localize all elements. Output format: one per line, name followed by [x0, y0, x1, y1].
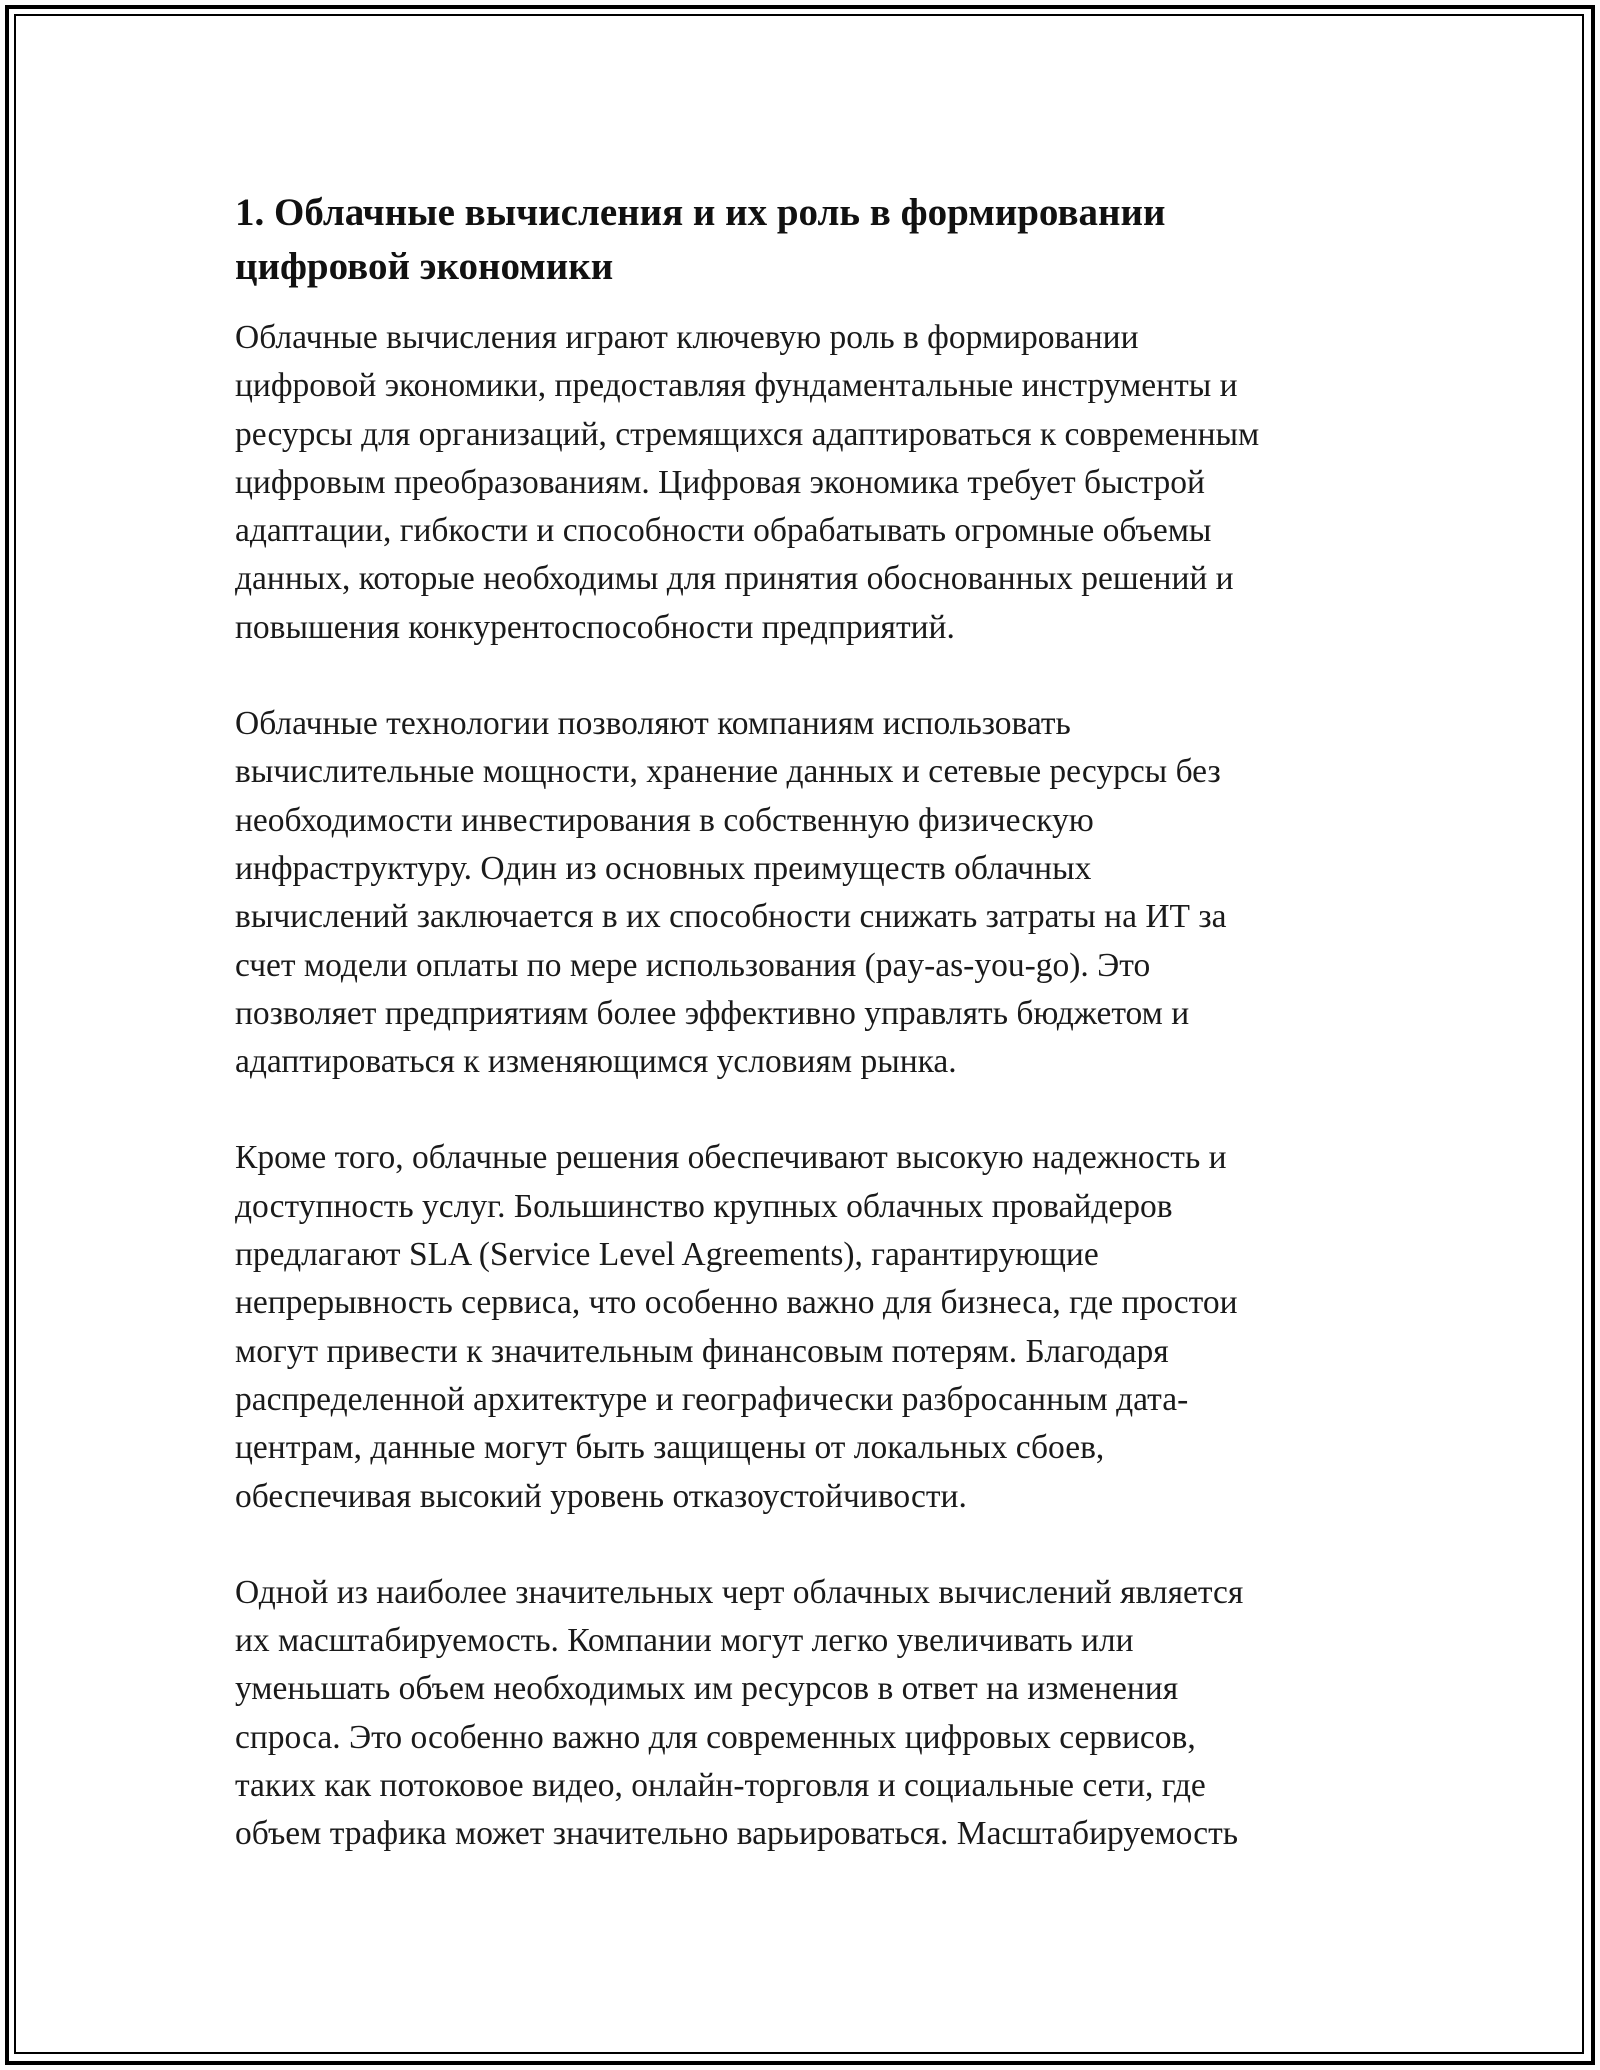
- text-line: их масштабируемость. Компании могут легко увеличивать или: [235, 1622, 1134, 1660]
- text-line: цифровым преобразованиям. Цифровая экономика требует быстрой: [235, 463, 1205, 501]
- text-line: Облачные технологии позволяют компаниям использовать: [235, 705, 1071, 743]
- text-line: уменьшать объем необходимых им ресурсов в ответ на изменения: [235, 1670, 1179, 1708]
- text-line: цифровой экономики, предоставляя фундаментальные инструменты и: [235, 367, 1238, 405]
- text-line: счет модели оплаты по мере использования (pay-as-you-go). Это: [235, 946, 1151, 984]
- text-line: спроса. Это особенно важно для современных цифровых сервисов,: [235, 1718, 1196, 1756]
- text-line: распределенной архитектуре и географически разбросанным дата-: [235, 1380, 1189, 1418]
- text-line: Кроме того, облачные решения обеспечивают высокую надежность и: [235, 1139, 1227, 1177]
- text-line: доступность услуг. Большинство крупных облачных провайдеров: [235, 1187, 1173, 1225]
- text-line: таких как потоковое видео, онлайн-торговля и социальные сети, где: [235, 1767, 1206, 1805]
- text-line: данных, которые необходимы для принятия обоснованных решений и: [235, 560, 1234, 598]
- text-line: адаптироваться к изменяющимся условиям рынка.: [235, 1043, 957, 1081]
- text-line: объем трафика может значительно варьироваться. Масштабируемость: [235, 1815, 1239, 1853]
- text-line: позволяет предприятиям более эффективно управлять бюджетом и: [235, 994, 1190, 1032]
- text-line: адаптации, гибкости и способности обрабатывать огромные объемы: [235, 512, 1212, 550]
- text-line: центрам, данные могут быть защищены от локальных сбоев,: [235, 1429, 1105, 1467]
- text-line: вычислительные мощности, хранение данных и сетевые ресурсы без: [235, 753, 1221, 791]
- paragraph-1: [235, 314, 1375, 652]
- text-line: непрерывность сервиса, что особенно важно для бизнеса, где простои: [235, 1284, 1238, 1322]
- text-line: предлагают SLA (Service Level Agreements), гарантирующие: [235, 1236, 1099, 1274]
- text-line: повышения конкурентоспособности предприятий.: [235, 608, 955, 646]
- text-line: Одной из наиболее значительных черт облачных вычислений является: [235, 1573, 1244, 1611]
- section-title-line: цифровой экономики: [235, 245, 614, 288]
- text-line: вычислений заключается в их способности снижать затраты на ИТ за: [235, 898, 1227, 936]
- section-title-line: 1. Облачные вычисления и их роль в формировании: [235, 191, 1166, 234]
- text-line: могут привести к значительным финансовым потерям. Благодаря: [235, 1332, 1169, 1370]
- text-line: обеспечивая высокий уровень отказоустойчивости.: [235, 1477, 967, 1515]
- paragraph-3: [235, 1134, 1375, 1520]
- text-line: необходимости инвестирования в собственную физическую: [235, 801, 1094, 839]
- paragraph-2: [235, 700, 1375, 1086]
- text-line: инфраструктуру. Один из основных преимуществ облачных: [235, 849, 1092, 887]
- document-content: [235, 186, 1375, 1907]
- paragraph-4: [235, 1569, 1375, 1859]
- text-line: ресурсы для организаций, стремящихся адаптироваться к современным: [235, 415, 1260, 453]
- text-line: Облачные вычисления играют ключевую роль в формировании: [235, 319, 1139, 356]
- section-title: [235, 186, 1375, 294]
